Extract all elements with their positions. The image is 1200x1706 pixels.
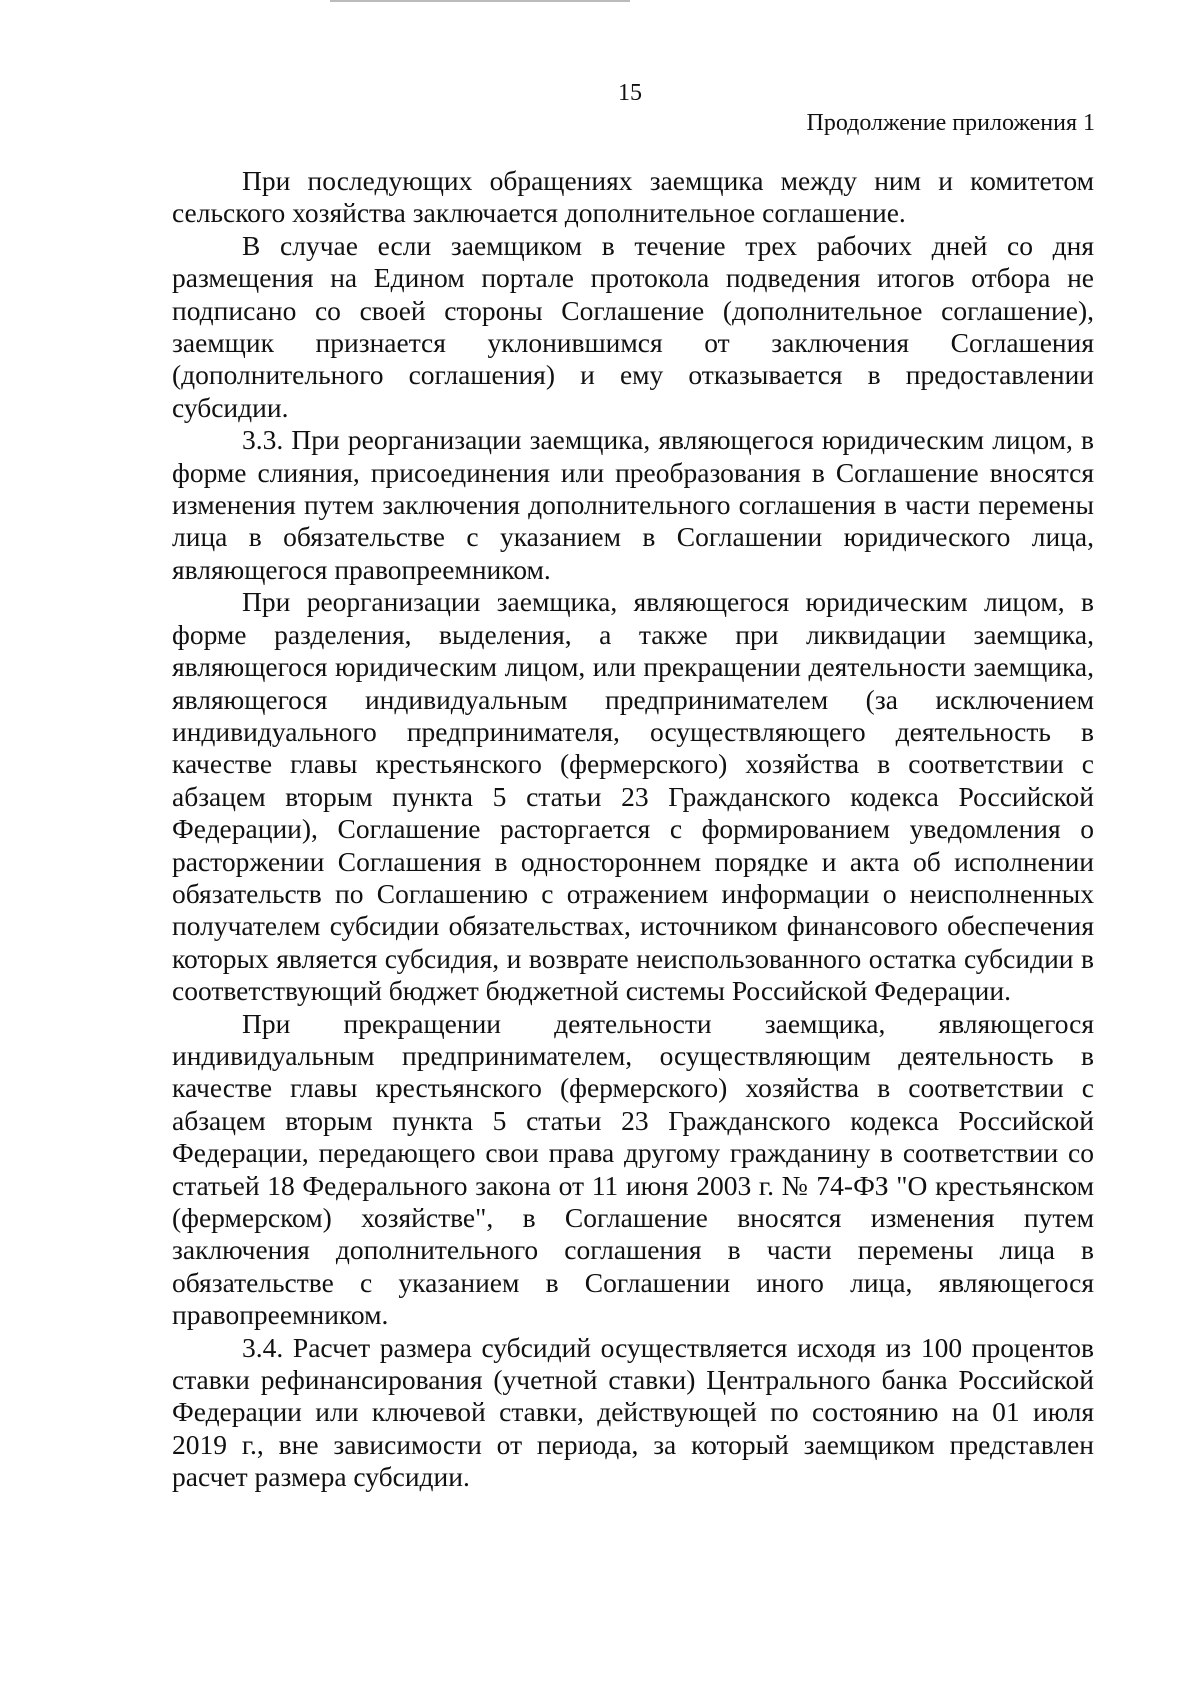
paragraph-termination: При реорганизации заемщика, являющегося юридическим лицом, в форме разделения, выделения, а также при ликвидации заемщика, являющегося юридическим лицом, или прекращении деятельности заемщика, являющегося индивидуальным предпринимателем (за исключением индивидуального предпринимателя, осуществляющего деятельность в качестве главы крестьянского (фермерского) хозяйства в соответствии с абзацем вторым пункта 5 статьи 23 Гражданского кодекса Российской Федерации), Соглашение расторгается с формированием уведомления о расторжении Соглашения в одностороннем порядке и акта об исполнении обязательств по Соглашению с отражением информации о неисполненных получателем субсидии обязательствах, источником финансового обеспечения которых является субсидия, и возврате неиспользованного остатка субсидии в соответствующий бюджет бюджетной системы Российской Федерации.	[172, 586, 1094, 1007]
page-number: 15	[618, 80, 642, 106]
paragraph-section-3-4: 3.4. Расчет размера субсидий осуществляется исходя из 100 процентов ставки рефинансирования (учетной ставки) Центрального банка Российской Федерации или ключевой ставки, действующей по состоянию на 01 июля 2019 г., вне зависимости от периода, за который заемщиком представлен расчет размера субсидии.	[172, 1331, 1094, 1493]
paragraph-farm-succession: При прекращении деятельности заемщика, являющегося индивидуальным предпринимателем, осуществляющим деятельность в качестве главы крестьянского (фермерского) хозяйства в соответствии с абзацем вторым пункта 5 статьи 23 Гражданского кодекса Российской Федерации, передающего свои права другому гражданину в соответствии со статьей 18 Федерального закона от 11 июня 2003 г. № 74-ФЗ "О крестьянском (фермерском) хозяйстве", в Соглашение вносятся изменения путем заключения дополнительного соглашения в части перемены лица в обязательстве с указанием в Соглашении иного лица, являющегося правопреемником.	[172, 1007, 1094, 1331]
appendix-continuation-note: Продолжение приложения 1	[806, 110, 1095, 136]
paragraph-section-3-3: 3.3. При реорганизации заемщика, являющегося юридическим лицом, в форме слияния, присоединения или преобразования в Соглашение вносятся изменения путем заключения дополнительного соглашения в части перемены лица в обязательстве с указанием в Соглашении юридического лица, являющегося правопреемником.	[172, 424, 1094, 585]
document-body	[172, 165, 1094, 1494]
scan-edge-line	[330, 0, 630, 2]
paragraph-additional-agreement: При последующих обращениях заемщика между ним и комитетом сельского хозяйства заключается дополнительное соглашение.	[172, 165, 1094, 229]
paragraph-evasion: В случае если заемщиком в течение трех рабочих дней со дня размещения на Едином портале протокола подведения итогов отбора не подписано со своей стороны Соглашение (дополнительное соглашение), заемщик признается уклонившимся от заключения Соглашения (дополнительного соглашения) и ему отказывается в предоставлении субсидии.	[172, 229, 1094, 423]
